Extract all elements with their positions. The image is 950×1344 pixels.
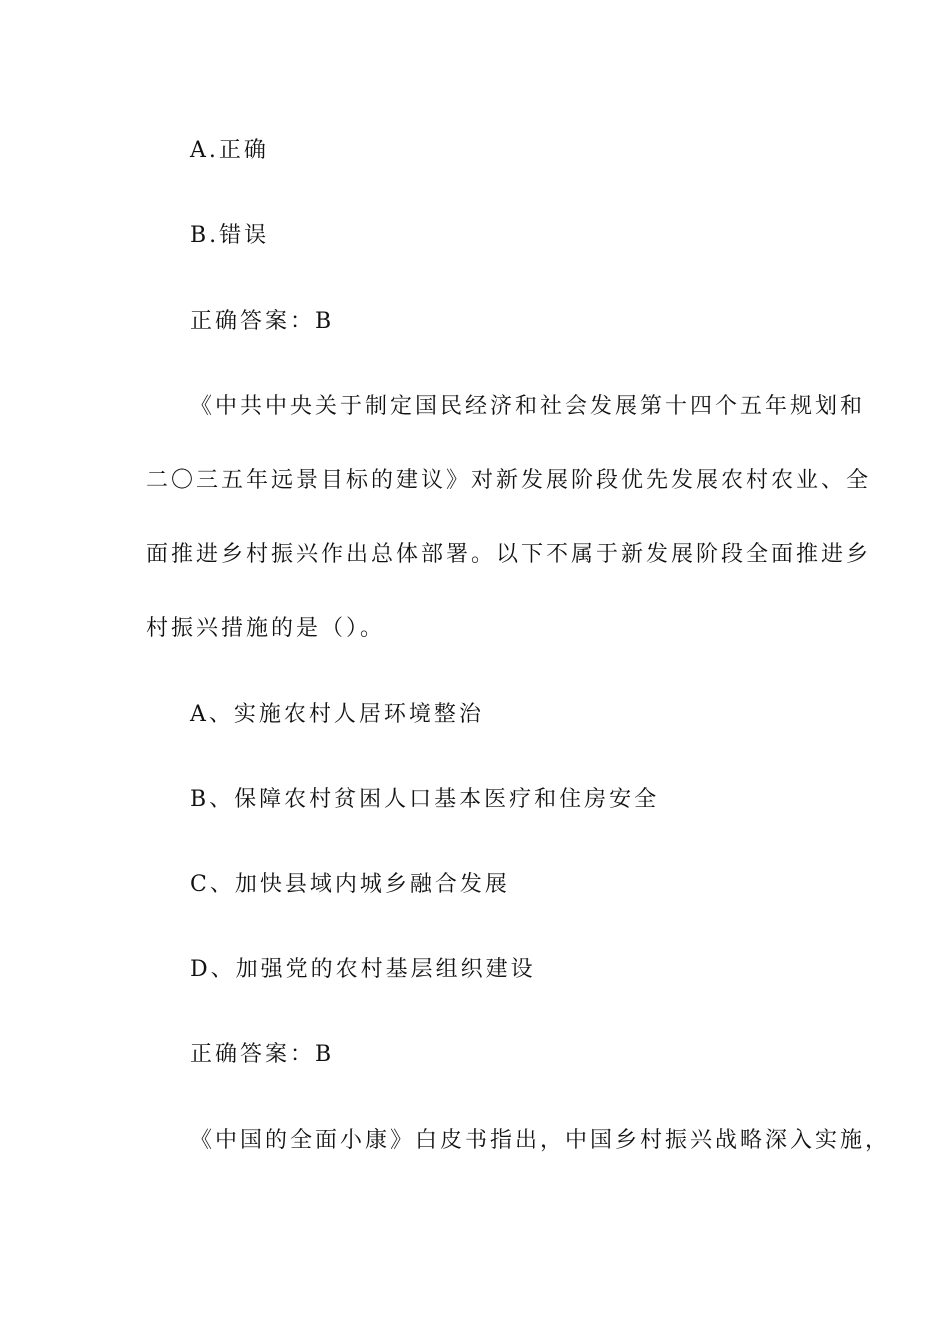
option-d: D、加强党的农村基层组织建设 <box>190 957 536 982</box>
prev-option-b: B.错误 <box>190 223 270 248</box>
option-b: B、保障农村贫困人口基本医疗和住房安全 <box>190 787 660 812</box>
option-a: A、实施农村人居环境整治 <box>190 702 484 727</box>
prev-option-a: A.正确 <box>190 138 269 163</box>
question-line-3: 面推进乡村振兴作出总体部署。以下不属于新发展阶段全面推进乡 <box>146 542 872 567</box>
question-line-1: 《中共中央关于制定国民经济和社会发展第十四个五年规划和 <box>190 394 866 419</box>
question-line-4: 村振兴措施的是（）。 <box>146 616 386 641</box>
prev-answer: 正确答案：B <box>190 309 335 334</box>
question-answer: 正确答案：B <box>190 1042 335 1067</box>
question-line-2: 二〇三五年远景目标的建议》对新发展阶段优先发展农村农业、全 <box>146 468 872 493</box>
option-c: C、加快县域内城乡融合发展 <box>190 872 510 897</box>
next-question-line-1: 《中国的全面小康》白皮书指出，中国乡村振兴战略深入实施， <box>190 1128 891 1153</box>
